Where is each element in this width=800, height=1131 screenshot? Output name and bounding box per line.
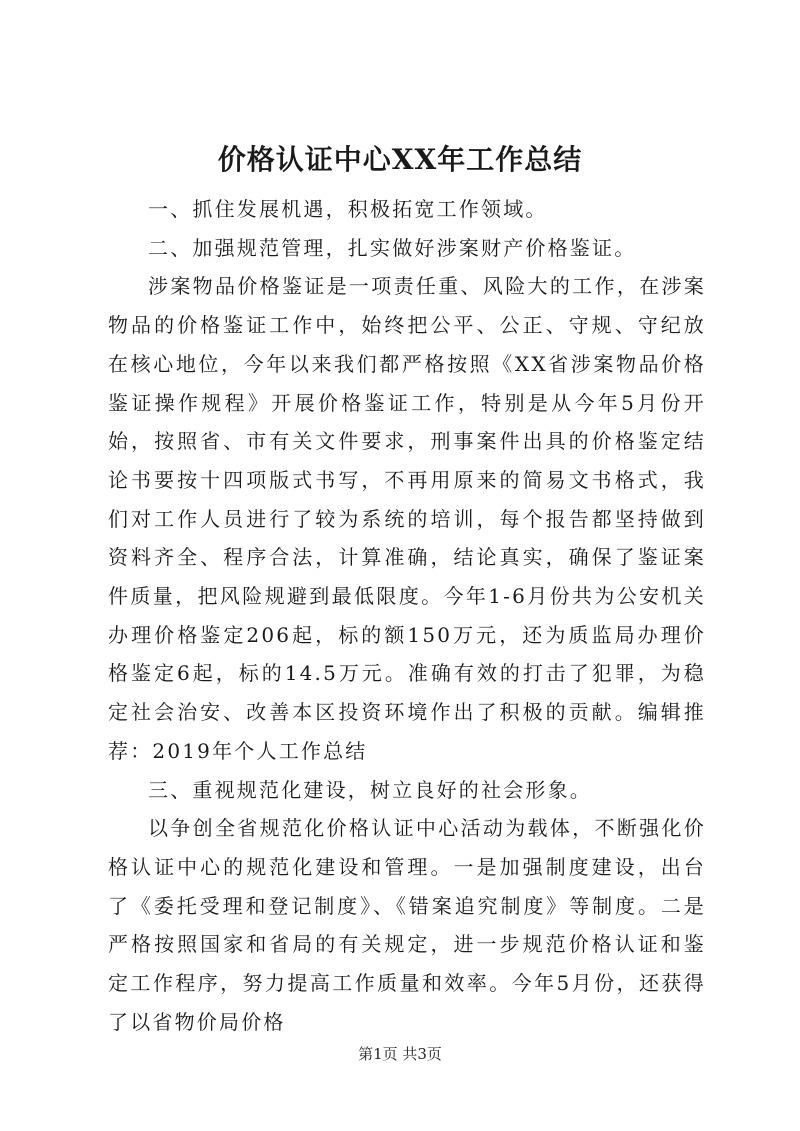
paragraph-heading-2: 二、加强规范管理，扎实做好涉案财产价格鉴证。 — [148, 235, 637, 260]
paragraph-heading-3: 三、重视规范化建设，树立良好的社会形象。 — [148, 777, 592, 802]
paragraph-body-2: 以争创全省规范化价格认证中心活动为载体，不断强化价格认证中心的规范化建设和管理。一是加强制度建设，出台了《委托受理和登记制度》、《错案追究制度》等制度。二是严格按照国家和省局的有关规定，进一步规范价格认证和鉴定工作程序，努力提高工作质量和效率。今年5月份，还获得了以省物价局价格 — [108, 816, 706, 1034]
document-title: 价格认证中心XX年工作总结 — [217, 143, 583, 176]
document-body — [108, 190, 706, 1041]
paragraph-body-1: 涉案物品价格鉴证是一项责任重、风险大的工作，在涉案物品的价格鉴证工作中，始终把公平、公正、守规、守纪放在核心地位，今年以来我们都严格按照《XX省涉案物品价格鉴证操作规程》开展价格鉴证工作，特别是从今年5月份开始，按照省、市有关文件要求，刑事案件出具的价格鉴定结论书要按十四项版式书写，不再用原来的简易文书格式，我们对工作人员进行了较为系统的培训，每个报告都坚持做到资料齐全、程序合法，计算准确，结论真实，确保了鉴证案件质量，把风险规避到最低限度。今年1-6月份共为公安机关办理价格鉴定206起，标的额150万元，还为质监局办理价格鉴定6起，标的14.5万元。准确有效的打击了犯罪，为稳定社会治安、改善本区投资环境作出了积极的贡献。编辑推荐：2019年个人工作总结 — [108, 274, 706, 763]
page-footer: 第1页 共3页 — [358, 1045, 442, 1063]
paragraph-heading-1: 一、抓住发展机遇，积极拓宽工作领域。 — [148, 197, 548, 221]
